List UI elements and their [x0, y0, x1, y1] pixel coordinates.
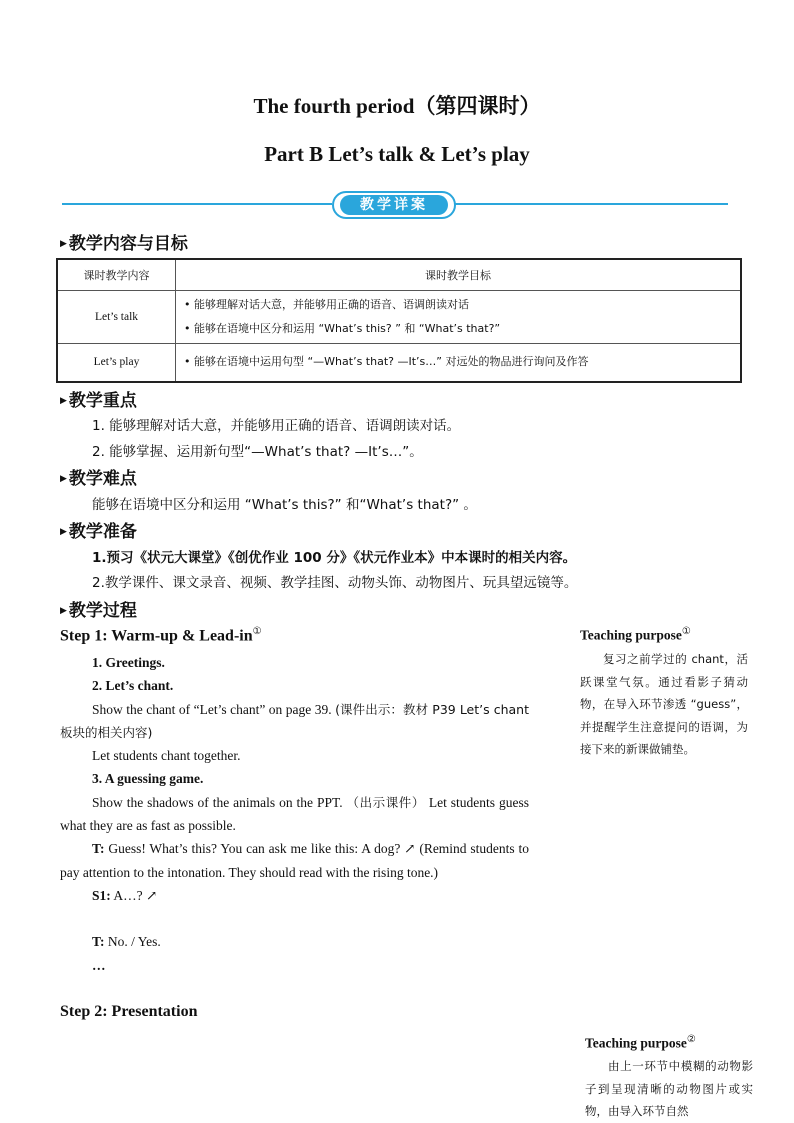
- key-point-1: 1. 能够理解对话大意，并能够用正确的语音、语调朗读对话。: [92, 418, 461, 434]
- section-heading-preparation: ▶ 教学准备: [60, 522, 137, 542]
- goal-line: • 能够理解对话大意，并能够用正确的语音、语调朗读对话: [184, 298, 469, 311]
- goal-line: • 能够在语境中运用句型 “—What’s that? —It’s…” 对远处的物品进行询问及作答: [184, 355, 589, 369]
- step1-chant-together: Let students chant together.: [92, 748, 241, 764]
- side2-text: 由上一环节中模糊的动物影子到呈现清晰的动物图片或实物，由导入环节自然: [585, 1059, 753, 1118]
- triangle-bullet-icon: ▶: [60, 239, 67, 249]
- banner-line-right: [452, 203, 728, 205]
- difficulty-text: 能够在语境中区分和运用 “What’s this?” 和“What’s that?” 。: [92, 497, 477, 513]
- page-title: The fourth period（第四课时）: [253, 94, 541, 118]
- section-banner: [332, 191, 456, 219]
- preparation-item-2: 2.教学课件、课文录音、视频、教学挂图、动物头饰、动物图片、玩具望远镜等。: [92, 575, 578, 591]
- step1-teacher-line: T: Guess! What’s this? You can ask me like this: A dog? ↗ (Remind students to pay attention to the intonation. They should read with the rising tone.): [60, 841, 529, 880]
- section-heading-key-points: ▶ 教学重点: [60, 391, 137, 411]
- step1-chant-text: Show the chant of “Let’s chant” on page 39. (课件出示：教材 P39 Let’s chant 板块的相关内容): [60, 701, 529, 740]
- step1-game-heading: 3. A guessing game.: [92, 771, 204, 787]
- footnote-mark: ①: [681, 626, 691, 637]
- table-cell-content: Let’s play: [57, 344, 176, 382]
- side1-title: Teaching purpose①: [580, 626, 691, 643]
- step1-game-text: Show the shadows of the animals on the PPT. （出示课件） Let students guess what they are as fast as possible.: [60, 794, 529, 834]
- table-header-goal: 课时教学目标: [176, 259, 742, 291]
- table-cell-goal: [176, 344, 742, 382]
- triangle-bullet-icon: ▶: [60, 474, 67, 484]
- triangle-bullet-icon: ▶: [60, 606, 67, 616]
- step1-student-line: S1: A…? ↗: [92, 887, 158, 903]
- section-heading-process: ▶ 教学过程: [60, 601, 137, 621]
- footnote-mark: ①: [252, 626, 262, 637]
- section-banner-label: 教学详案: [340, 195, 448, 215]
- step1-ellipsis: …: [92, 957, 106, 973]
- footnote-mark: ②: [686, 1034, 696, 1045]
- table-header-row: [57, 259, 741, 291]
- side2-title: Teaching purpose②: [585, 1034, 696, 1051]
- goal-line: • 能够在语境中区分和运用 “What’s this? ” 和 “What’s that?”: [184, 322, 501, 335]
- table-cell-goal: [176, 291, 742, 344]
- table-row: [57, 344, 741, 382]
- step2-title: Step 2: Presentation: [60, 1003, 198, 1020]
- table-cell-content: Let’s talk: [57, 291, 176, 344]
- table-header-content: 课时教学内容: [57, 259, 176, 291]
- step1-body: [60, 651, 529, 977]
- table-row: [57, 291, 741, 344]
- spacer: [60, 907, 529, 930]
- triangle-bullet-icon: ▶: [60, 527, 67, 537]
- step1-chant-heading: 2. Let’s chant.: [92, 678, 174, 694]
- step1-title: Step 1: Warm-up & Lead-in①: [60, 626, 262, 645]
- step1-greetings: 1. Greetings.: [92, 655, 165, 670]
- banner-line-left: [62, 203, 332, 205]
- section-heading-difficulties: ▶ 教学难点: [60, 469, 137, 489]
- side1-text: 复习之前学过的 chant，活跃课堂气氛。通过看影子猜动物，在导入环节渗透 “guess”，并提醒学生注意提问的语调，为接下来的新课做铺垫。: [580, 652, 748, 756]
- triangle-bullet-icon: ▶: [60, 396, 67, 406]
- page-subtitle: Part B Let’s talk & Let’s play: [264, 142, 530, 166]
- key-point-2: 2. 能够掌握、运用新句型“—What’s that? —It’s…”。: [92, 444, 423, 460]
- step1-teacher-reply: T: No. / Yes.: [92, 934, 161, 950]
- preparation-item-1: 1.预习《状元大课堂》《创优作业 100 分》《状元作业本》中本课时的相关内容。: [92, 550, 577, 566]
- objectives-table: [56, 258, 742, 383]
- section-heading-objectives: ▶ 教学内容与目标: [60, 234, 188, 254]
